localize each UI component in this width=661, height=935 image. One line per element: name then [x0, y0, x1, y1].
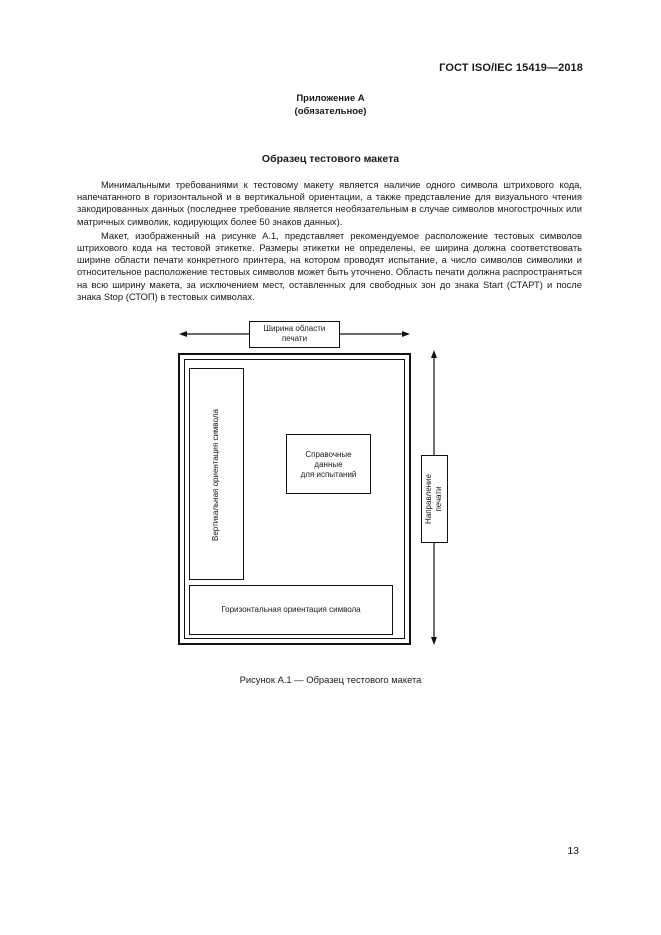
vertical-orientation-label: Вертикальная ориентация символа	[211, 409, 220, 541]
section-title: Образец тестового макета	[261, 153, 400, 165]
print-width-line-1: Ширина области	[263, 324, 326, 333]
direction-arrow-top-head	[431, 350, 437, 358]
reference-line-3: для испытаний	[300, 470, 357, 479]
width-arrow-right-head	[402, 331, 410, 337]
standard-header: ГОСТ ISO/IEC 15419—2018	[439, 62, 583, 74]
paragraph-2: Макет, изображенный на рисунке А.1, представляет рекомендуемое расположение тестовых символов штрихового кода на тестовой этикетке. Размеры этикетки не определены, ее ширина должна соответствовать ширине области печати конкретного принтера, на котором проводят испытание, а число символов символики и относительное расположение тестовых символов может быть уточнено. Область печати должна распространяться на всю ширину макета, за исключением мест, оставленных для свободных зон до знака Start (СТАРТ) и после знака Stop (СТОП) в тестовых символах.	[77, 229, 582, 302]
print-direction-line-1: Направление	[424, 474, 433, 524]
print-direction-line-2: печати	[434, 486, 443, 512]
direction-arrow-bottom-head	[431, 637, 437, 645]
appendix-status: (обязательное)	[294, 106, 367, 117]
appendix-title: Приложение А	[296, 93, 365, 104]
paragraph-1: Минимальными требованиями к тестовому макету является наличие одного символа штрихового кода, напечатанного в горизонтальной и в вертикальной ориентации, а также представление для визуального чтения закодированных данных (последнее требование является необязательным в случае символов многострочных или матричных символик, кодирующих более 50 знаков данных).	[77, 179, 582, 227]
horizontal-orientation-label: Горизонтальная ориентация символа	[221, 605, 361, 614]
figure-caption: Рисунок А.1 — Образец тестового макета	[239, 674, 422, 685]
reference-data-label	[286, 450, 371, 480]
reference-line-1: Справочные	[305, 450, 352, 459]
reference-line-2: данные	[314, 460, 343, 469]
print-width-line-2: печати	[281, 334, 308, 343]
width-arrow-left-head	[179, 331, 187, 337]
page-number: 13	[567, 845, 579, 857]
print-width-label	[249, 324, 340, 344]
print-direction-label	[424, 455, 444, 543]
